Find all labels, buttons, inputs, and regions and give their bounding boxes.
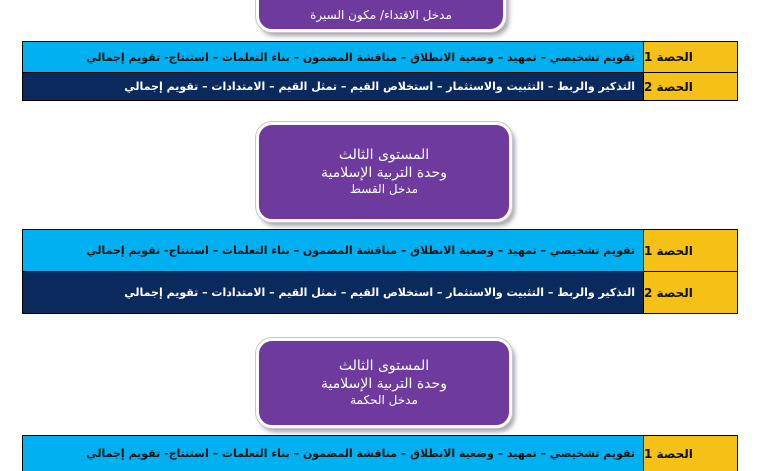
section-3-banner-unit: وحدة التربية الإسلامية [321, 375, 447, 392]
section-2-banner-subtitle: مدخل القسط [349, 182, 419, 196]
section-3-banner-level: المستوى الثالث [338, 358, 430, 374]
row-label: الحصة 2 [643, 272, 737, 313]
section-1-banner-subtitle: مدخل الاقتداء/ مكون السيرة [310, 8, 452, 22]
section-2-banner-level: المستوى الثالث [338, 147, 430, 163]
table-row [23, 230, 737, 271]
section-2-banner [256, 122, 512, 222]
row-content: تقويم تشخيصي – تمهيد – وضعية الانطلاق – مناقشة المضمون – بناء التعلمات – استنتاج- تقويم إجمالي [23, 42, 643, 72]
row-label: الحصة 1 [643, 230, 737, 271]
section-1-table [22, 41, 738, 101]
table-row [23, 436, 737, 471]
row-label: الحصة 2 [643, 73, 737, 100]
section-3-banner-subtitle: مدخل الحكمة [350, 393, 418, 407]
section-3-banner [256, 338, 512, 428]
row-label: الحصة 1 [643, 436, 737, 471]
table-row [23, 271, 737, 313]
row-content: تقويم تشخيصي – تمهيد – وضعية الانطلاق – مناقشة المضمون – بناء التعلمات – استنتاج- تقويم إجمالي [23, 230, 643, 271]
table-row [23, 72, 737, 100]
section-2-table [22, 229, 738, 314]
row-content: التذكير والربط – التثبيت والاستثمار – استخلاص القيم – تمثل القيم – الامتدادات – تقويم إجمالي [23, 272, 643, 313]
section-1-banner [256, 0, 506, 32]
row-content: تقويم تشخيصي – تمهيد – وضعية الانطلاق – مناقشة المضمون – بناء التعلمات – استنتاج- تقويم إجمالي [23, 436, 643, 471]
row-content: التذكير والربط – التثبيت والاستثمار – استخلاص القيم – تمثل القيم – الامتدادات – تقويم إجمالي [23, 73, 643, 100]
section-2-banner-unit: وحدة التربية الإسلامية [321, 164, 447, 181]
section-3-table [22, 435, 738, 471]
table-row [23, 42, 737, 72]
row-label: الحصة 1 [643, 42, 737, 72]
